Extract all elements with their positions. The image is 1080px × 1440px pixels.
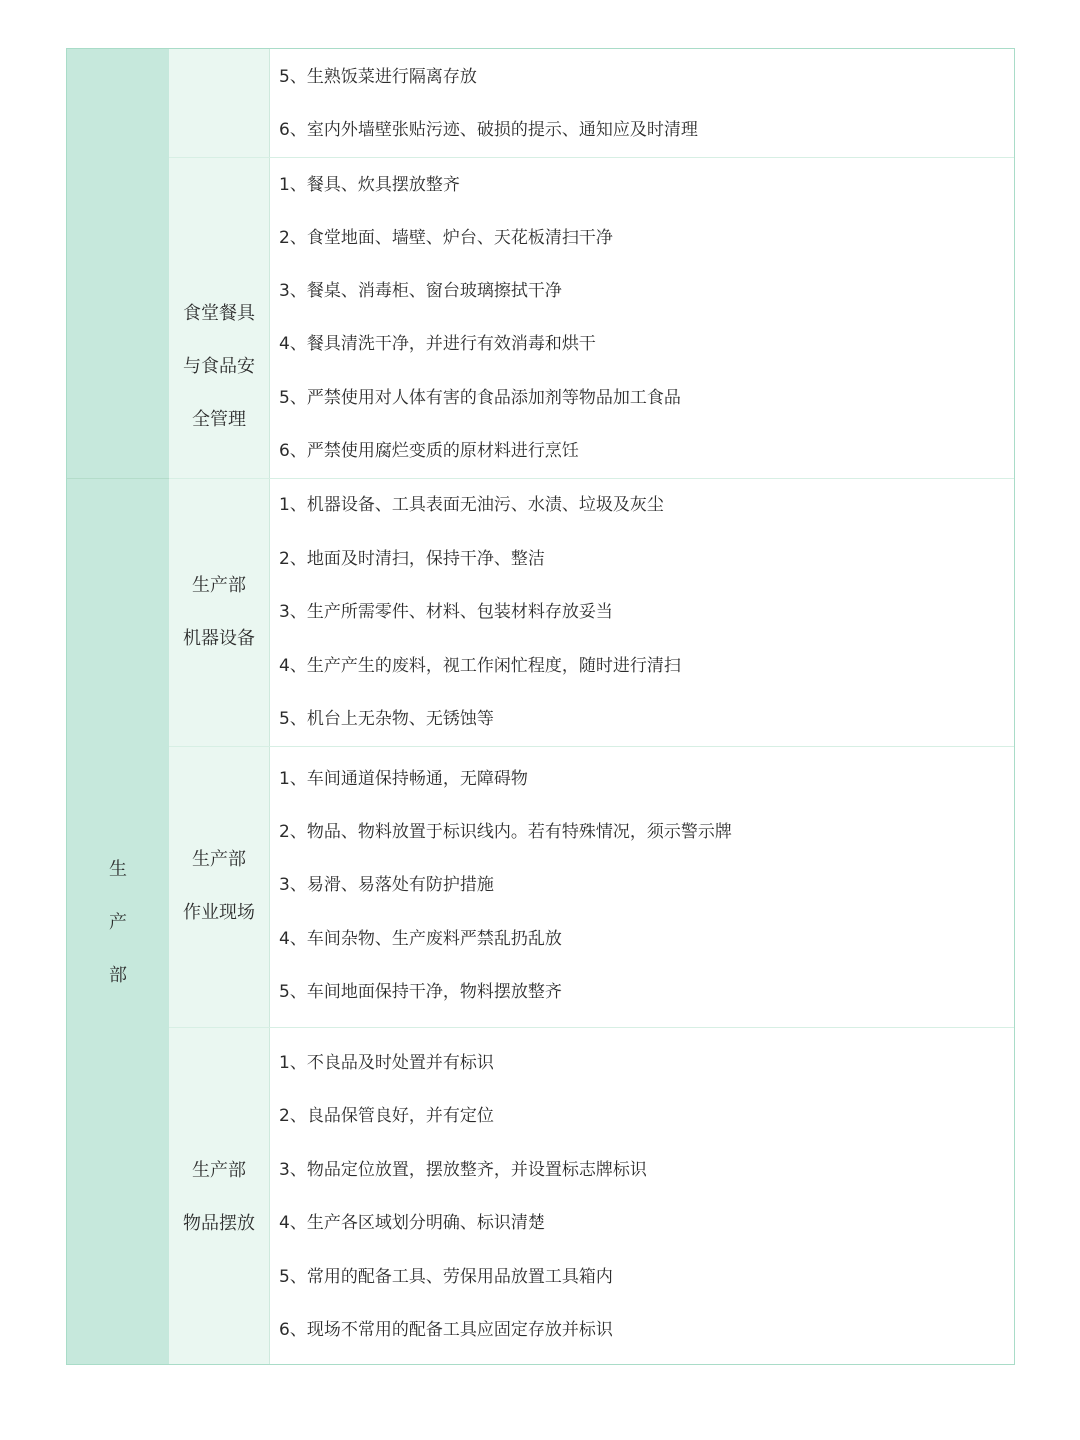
list-item: 2、物品、物料放置于标识线内。若有特殊情况，须示警示牌 [279,822,732,842]
category-label: 作业现场 [183,902,255,923]
items-cell [270,158,1014,478]
list-item: 5、严禁使用对人体有害的食品添加剂等物品加工食品 [279,388,681,408]
category-label: 与食品安 [183,356,255,377]
list-item: 6、严禁使用腐烂变质的原材料进行烹饪 [279,441,579,461]
list-item: 1、不良品及时处置并有标识 [279,1053,494,1073]
category-label: 食堂餐具 [183,303,255,324]
department-column [67,49,169,1364]
category-cell [169,49,270,157]
category-label: 生产部 [192,849,246,870]
list-item: 4、餐具清洗干净，并进行有效消毒和烘干 [279,334,596,354]
category-label: 生产部 [192,1160,246,1181]
category-label: 物品摆放 [183,1213,255,1234]
list-item: 5、常用的配备工具、劳保用品放置工具箱内 [279,1267,613,1287]
category-cell [169,158,270,478]
list-item: 2、地面及时清扫，保持干净、整洁 [279,549,545,569]
items-cell [270,747,1014,1027]
items-cell [270,49,1014,157]
list-item: 5、机台上无杂物、无锈蚀等 [279,709,494,729]
list-item: 4、生产产生的废料，视工作闲忙程度，随时进行清扫 [279,656,681,676]
list-item: 1、车间通道保持畅通，无障碍物 [279,769,528,789]
list-item: 3、易滑、易落处有防护措施 [279,875,494,895]
category-label: 机器设备 [183,628,255,649]
list-item: 5、车间地面保持干净，物料摆放整齐 [279,982,562,1002]
list-item: 6、现场不常用的配备工具应固定存放并标识 [279,1320,613,1340]
list-item: 2、食堂地面、墙壁、炉台、天花板清扫干净 [279,228,613,248]
items-cell [270,1028,1014,1364]
category-cell [169,1028,270,1364]
list-item: 1、机器设备、工具表面无油污、水渍、垃圾及灰尘 [279,495,664,515]
list-item: 4、生产各区域划分明确、标识清楚 [279,1213,545,1233]
list-item: 2、良品保管良好，并有定位 [279,1106,494,1126]
category-label: 生产部 [192,575,246,596]
category-cell [169,479,270,746]
list-item: 6、室内外墙壁张贴污迹、破损的提示、通知应及时清理 [279,120,698,140]
department-label-char: 生 [109,859,127,880]
department-label-char: 部 [109,965,127,986]
list-item: 5、生熟饭菜进行隔离存放 [279,67,477,87]
category-label: 全管理 [192,409,246,430]
list-item: 1、餐具、炊具摆放整齐 [279,175,460,195]
list-item: 4、车间杂物、生产废料严禁乱扔乱放 [279,929,562,949]
department-label-char: 产 [109,912,127,933]
list-item: 3、物品定位放置，摆放整齐，并设置标志牌标识 [279,1160,647,1180]
items-cell [270,479,1014,746]
list-item: 3、餐桌、消毒柜、窗台玻璃擦拭干净 [279,281,562,301]
standards-table [66,48,1015,1365]
list-item: 3、生产所需零件、材料、包装材料存放妥当 [279,602,613,622]
category-cell [169,747,270,1027]
department-divider [67,478,169,479]
